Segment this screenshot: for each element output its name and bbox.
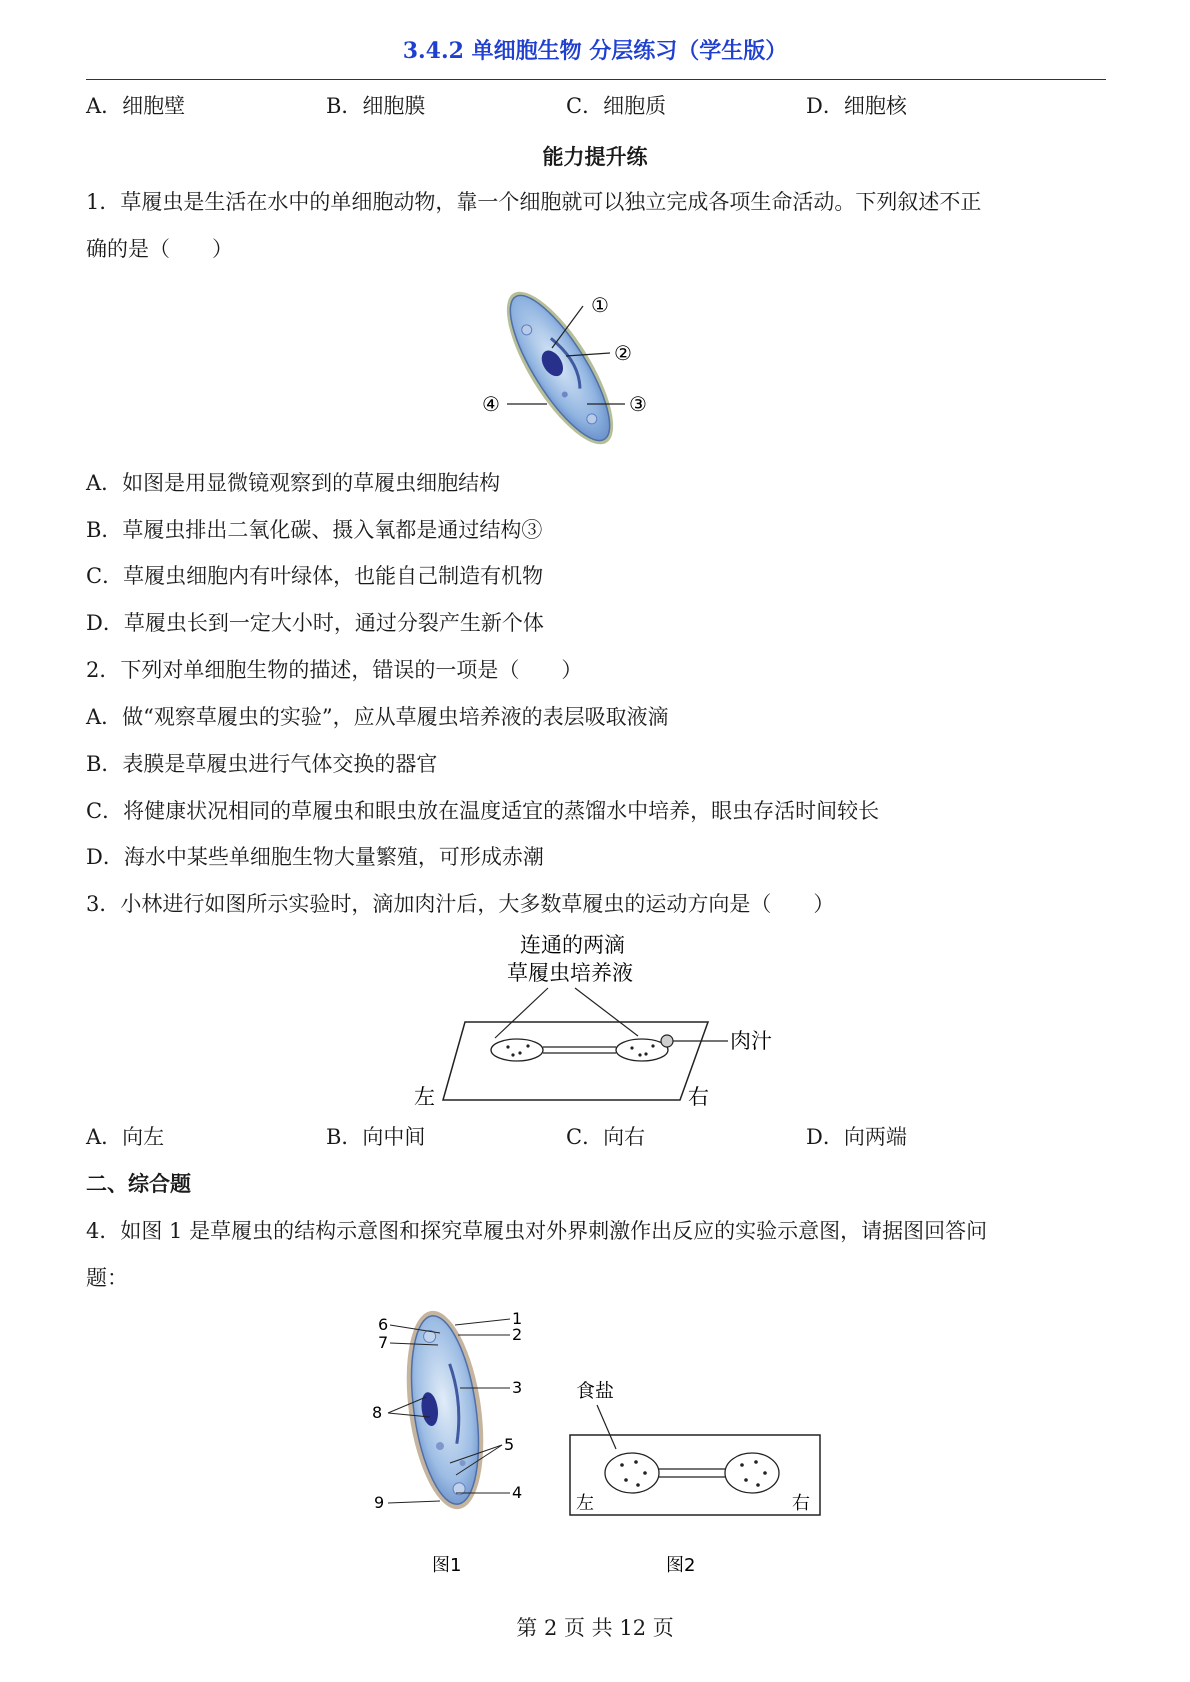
q2-option-a: A．做“观察草履虫的实验”，应从草履虫培养液的表层吸取液滴	[86, 705, 669, 729]
q1-stem-line1: 1．草履虫是生活在水中的单细胞动物，靠一个细胞就可以独立完成各项生命活动。下列叙述不正	[86, 190, 982, 214]
q3-label-juice: 肉汁	[730, 1029, 772, 1053]
q3-label-culture: 草履虫培养液	[507, 961, 633, 985]
fig1-num-5: 5	[504, 1435, 515, 1454]
q3-option-a: A．向左	[86, 1125, 165, 1149]
fig1-num-4: 4	[512, 1483, 523, 1502]
slide-outline	[443, 1022, 708, 1100]
left-drop	[491, 1039, 543, 1061]
fig2-left-drop	[605, 1453, 659, 1493]
q1-paramecium-figure	[482, 278, 700, 458]
fig1-num-8: 8	[372, 1403, 383, 1422]
fig2-label-right: 右	[792, 1493, 810, 1514]
fig2-label-salt: 食盐	[576, 1380, 615, 1402]
page-header-title: 3.4.2 单细胞生物 分层练习（学生版）	[402, 38, 788, 64]
q3-option-c: C．向右	[566, 1125, 646, 1149]
q1-option-c: C．草履虫细胞内有叶绿体，也能自己制造有机物	[86, 564, 544, 588]
q2-option-d: D．海水中某些单细胞生物大量繁殖，可形成赤潮	[86, 845, 544, 869]
header-divider	[86, 79, 1106, 80]
q2-stem: 2．下列对单细胞生物的描述，错误的一项是（ ）	[86, 658, 583, 682]
section2-title: 二、综合题	[86, 1171, 191, 1196]
fig1-caption: 图1	[432, 1555, 462, 1576]
q4-figures	[360, 1305, 840, 1585]
right-drop	[616, 1039, 668, 1061]
q3-option-d: D．向两端	[806, 1125, 907, 1149]
fig2-caption: 图2	[666, 1555, 696, 1576]
q3-label-right: 右	[688, 1085, 709, 1109]
q1-stem-line2: 确的是（ ）	[86, 237, 233, 261]
q1-label-1: ①	[591, 293, 609, 317]
paramecium-drawing	[488, 277, 632, 458]
q1-label-2: ②	[614, 341, 632, 365]
prev-option-b: B．细胞膜	[326, 94, 426, 118]
fig1-num-1: 1	[512, 1309, 523, 1328]
page-footer: 第 2 页 共 12 页	[516, 1616, 674, 1640]
q1-option-a: A．如图是用显微镜观察到的草履虫细胞结构	[86, 471, 501, 495]
q1-label-3: ③	[629, 392, 647, 416]
fig2-right-drop	[725, 1453, 779, 1493]
q1-option-d: D．草履虫长到一定大小时，通过分裂产生新个体	[86, 611, 544, 635]
q2-option-b: B．表膜是草履虫进行气体交换的器官	[86, 752, 438, 776]
prev-option-c: C．细胞质	[566, 94, 667, 118]
q3-experiment-figure	[400, 928, 800, 1118]
fig2-label-left: 左	[576, 1493, 594, 1514]
q4-stem-line2: 题：	[86, 1266, 128, 1290]
q3-label-connected-drops: 连通的两滴	[520, 933, 625, 957]
fig1-num-2: 2	[512, 1325, 523, 1344]
fig1-paramecium	[395, 1306, 494, 1514]
q3-label-left: 左	[414, 1085, 435, 1109]
q3-stem: 3．小林进行如图所示实验时，滴加肉汁后，大多数草履虫的运动方向是（ ）	[86, 892, 835, 916]
meat-juice-drop	[661, 1035, 673, 1047]
section-title: 能力提升练	[542, 144, 648, 169]
q3-option-b: B．向中间	[326, 1125, 426, 1149]
fig1-num-6: 6	[378, 1315, 389, 1334]
q1-option-b: B．草履虫排出二氧化碳、摄入氧都是通过结构③	[86, 518, 543, 542]
q4-stem-line1: 4．如图 1 是草履虫的结构示意图和探究草履虫对外界刺激作出反应的实验示意图，请据图回答问	[86, 1219, 988, 1243]
q2-option-c: C．将健康状况相同的草履虫和眼虫放在温度适宜的蒸馏水中培养，眼虫存活时间较长	[86, 799, 880, 823]
prev-option-d: D．细胞核	[806, 94, 907, 118]
prev-option-a: A．细胞壁	[86, 94, 186, 118]
q1-label-4: ④	[482, 392, 500, 416]
fig1-num-3: 3	[512, 1378, 523, 1397]
fig1-num-9: 9	[374, 1493, 385, 1512]
fig1-num-7: 7	[378, 1333, 389, 1352]
